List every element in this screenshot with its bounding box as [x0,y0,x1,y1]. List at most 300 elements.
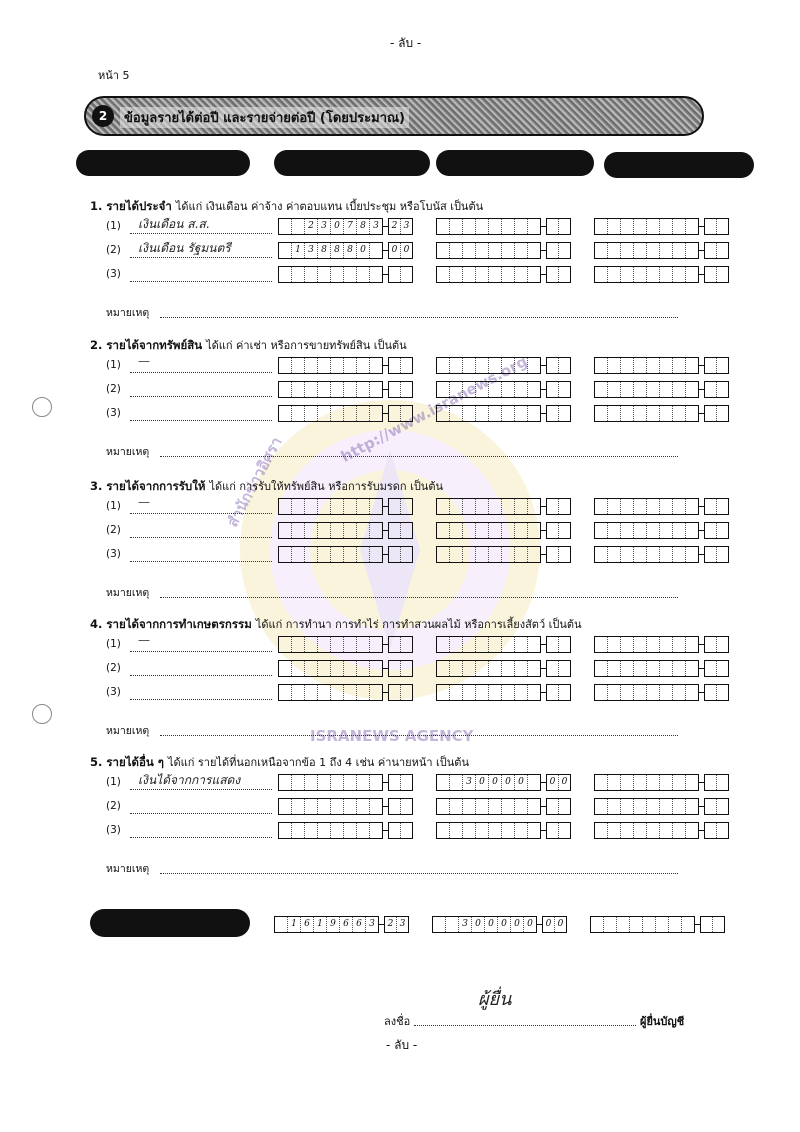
digit-box [292,799,305,814]
satang-digits [546,636,571,653]
column-header-pill [436,150,594,176]
digit-box [617,917,630,932]
row-dotted-line [130,419,272,421]
row-dotted-line [130,674,272,676]
digit-box: 0 [502,775,515,790]
digit-box [634,775,647,790]
digit-box [608,547,621,562]
total-label-pill [90,909,250,937]
digit-box [559,219,570,234]
digit-box [547,799,559,814]
digit-box [502,406,515,421]
digit-box [389,685,401,700]
digit-box [621,661,634,676]
digit-box [305,267,318,282]
digit-box [318,499,331,514]
income-amount-cell [278,218,413,235]
digit-box [634,799,647,814]
digit-box [344,547,357,562]
satang-digits [546,660,571,677]
digit-box: 0 [498,917,511,932]
digit-box [660,637,673,652]
remark-label: หมายเหตุ [106,587,150,599]
digit-box [660,499,673,514]
digit-box: 1 [292,243,305,258]
digit-box [673,637,686,652]
digit-box [305,685,318,700]
digit-box [489,358,502,373]
digit-box [717,382,728,397]
digit-box [401,799,412,814]
digit-box: 6 [353,917,366,932]
digit-box [279,523,292,538]
satang-digits [384,916,409,933]
income-amount-cell [278,684,413,701]
section-description: ได้แก่ การรับให้ทรัพย์สิน หรือการรับมรดก เป็นต้น [209,480,443,493]
digit-box: 1 [314,917,327,932]
section-heading: 5. รายได้อื่น ๆ [90,755,164,769]
digit-box [660,799,673,814]
digit-box [705,661,717,676]
digit-box [450,637,463,652]
satang-digits [704,684,729,701]
digit-box [292,775,305,790]
row-dotted-line [130,698,272,700]
digit-box [344,382,357,397]
total-amount-cell [432,916,567,933]
digit-box [673,685,686,700]
digit-box [686,547,698,562]
digit-box [344,823,357,838]
digit-box [515,406,528,421]
digit-box [279,775,292,790]
digit-box [621,358,634,373]
confidential-bottom: - ลับ - [386,1038,418,1052]
digit-box [595,267,608,282]
digit-box: 6 [301,917,314,932]
digit-box: 0 [557,919,564,929]
digit-box: 0 [476,775,489,790]
digit-box [279,219,292,234]
digit-box [305,775,318,790]
digit-box [401,661,412,676]
handwritten-entry: — [138,633,150,647]
digit-box [357,499,370,514]
digit-box [401,523,412,538]
row-number: (2) [106,524,121,536]
income-amount-cell [594,357,729,374]
digit-box [318,382,331,397]
digit-box: 3 [369,919,375,929]
digit-box [705,219,717,234]
digit-box [717,267,728,282]
digit-box [621,823,634,838]
section-title [90,336,407,355]
digit-box [389,267,401,282]
row-number: (3) [106,824,121,836]
digit-box [370,775,382,790]
digit-box [547,406,559,421]
digit-box [528,775,540,790]
digit-box [647,775,660,790]
digit-box [595,547,608,562]
amount-digits [278,266,383,283]
section-title [90,197,483,216]
digit-box [660,382,673,397]
amount-digits [436,660,541,677]
digit-box: 3 [459,917,472,932]
digit-box [318,823,331,838]
digit-box [476,219,489,234]
digit-box [502,637,515,652]
amount-digits [278,498,383,515]
digit-box [446,917,459,932]
digit-box [717,547,728,562]
digit-box [450,267,463,282]
digit-box [463,406,476,421]
amount-digits [278,546,383,563]
income-amount-cell [278,660,413,677]
amount-digits [594,684,699,701]
digit-box [489,547,502,562]
digit-box [450,219,463,234]
satang-digits [546,522,571,539]
satang-digits [388,498,413,515]
digit-box [331,823,344,838]
digit-box [647,547,660,562]
digit-box [528,499,540,514]
digit-box [437,219,450,234]
digit-box [318,267,331,282]
banner-number: 2 [92,105,114,127]
digit-box [647,685,660,700]
amount-digits [278,660,383,677]
digit-box [476,358,489,373]
digit-box [489,637,502,652]
digit-box [389,547,401,562]
digit-box [608,267,621,282]
digit-box [621,219,634,234]
digit-box [331,382,344,397]
digit-box [673,243,686,258]
digit-box [463,358,476,373]
digit-box [437,823,450,838]
digit-box [292,267,305,282]
digit-box [608,219,621,234]
digit-box [608,637,621,652]
amount-digits [594,546,699,563]
digit-box [705,406,717,421]
digit-box [528,799,540,814]
digit-box [528,406,540,421]
digit-box [331,523,344,538]
digit-box [705,823,717,838]
digit-box [450,661,463,676]
digit-box [682,917,694,932]
satang-digits [704,822,729,839]
digit-box [647,243,660,258]
income-amount-cell [278,822,413,839]
signature-scribble: ผู้ยื่น [478,989,512,1010]
amount-digits [594,218,699,235]
satang-digits [546,242,571,259]
income-amount-cell [436,357,571,374]
digit-box [305,637,318,652]
digit-box [595,775,608,790]
digit-box [344,406,357,421]
digit-box [437,685,450,700]
digit-box [279,243,292,258]
digit-box: 3 [305,243,318,258]
digit-box [608,358,621,373]
digit-box [634,499,647,514]
remark-label: หมายเหตุ [106,863,150,875]
digit-box [559,382,570,397]
digit-box [502,685,515,700]
digit-box [357,382,370,397]
digit-box [305,358,318,373]
digit-box [463,499,476,514]
digit-box [437,523,450,538]
amount-digits [594,381,699,398]
digit-box: 0 [511,917,524,932]
remark-line [160,596,678,598]
section-heading: 1. รายได้ประจำ [90,199,172,213]
digit-box [318,637,331,652]
digit-box: 0 [561,777,568,787]
digit-box [370,685,382,700]
amount-digits [278,636,383,653]
satang-digits [388,357,413,374]
digit-box [559,661,570,676]
income-amount-cell [594,522,729,539]
digit-box [705,267,717,282]
section-title [90,477,443,496]
digit-box [370,358,382,373]
amount-digits [436,684,541,701]
row-number: (3) [106,407,121,419]
digit-box [331,547,344,562]
amount-digits [278,218,383,235]
digit-box [608,823,621,838]
satang-digits [546,357,571,374]
satang-digits [542,916,567,933]
digit-box [450,547,463,562]
digit-box: 2 [305,219,318,234]
amount-digits [278,405,383,422]
digit-box [357,358,370,373]
section-banner [84,96,704,136]
digit-box [401,775,412,790]
amount-digits [594,636,699,653]
digit-box [357,547,370,562]
amount-digits [594,405,699,422]
income-amount-cell [594,822,729,839]
digit-box [279,637,292,652]
digit-box [489,823,502,838]
row-dotted-line [130,560,272,562]
digit-box [686,523,698,538]
digit-box [528,823,540,838]
digit-box [344,267,357,282]
digit-box [437,358,450,373]
digit-box [515,523,528,538]
digit-box [595,685,608,700]
digit-box [357,823,370,838]
digit-box [389,823,401,838]
digit-box [489,243,502,258]
digit-box [717,661,728,676]
digit-box: 1 [288,917,301,932]
digit-box [437,799,450,814]
section-heading: 2. รายได้จากทรัพย์สิน [90,338,203,352]
digit-box [705,547,717,562]
amount-digits [594,266,699,283]
digit-box [701,917,713,932]
digit-box [528,382,540,397]
income-amount-cell [278,405,413,422]
digit-box [705,685,717,700]
digit-box [647,637,660,652]
digit-box [292,499,305,514]
digit-box [450,382,463,397]
digit-box [528,267,540,282]
digit-box [647,382,660,397]
digit-box [647,219,660,234]
digit-box [547,219,559,234]
amount-digits [436,546,541,563]
amount-digits [278,774,383,791]
digit-box [389,775,401,790]
section-description: ได้แก่ เงินเดือน ค่าจ้าง ค่าตอบแทน เบี้ยประชุม หรือโบนัส เป็นต้น [175,200,484,213]
digit-box [673,406,686,421]
digit-box [463,661,476,676]
page-label: หน้า 5 [98,69,130,82]
digit-box [502,219,515,234]
punch-hole [32,397,52,417]
digit-box [686,358,698,373]
row-number: (1) [106,220,121,232]
digit-box [401,267,412,282]
digit-box [292,637,305,652]
digit-box [389,637,401,652]
digit-box [476,267,489,282]
digit-box [660,406,673,421]
column-header-pill [274,150,430,176]
watermark-thai: สำนักข่าวอิศรา [223,434,286,530]
digit-box [515,637,528,652]
digit-box [476,523,489,538]
digit-box: 6 [340,917,353,932]
income-amount-cell [278,381,413,398]
digit-box [686,243,698,258]
digit-box [450,358,463,373]
digit-box [621,775,634,790]
digit-box: 0 [331,219,344,234]
satang-digits [704,522,729,539]
digit-box [463,267,476,282]
digit-box [686,637,698,652]
satang-digits [704,546,729,563]
digit-box [476,406,489,421]
digit-box [547,358,559,373]
digit-box [686,382,698,397]
satang-digits [704,357,729,374]
income-amount-cell [436,798,571,815]
amount-digits [436,498,541,515]
digit-box [305,499,318,514]
digit-box [370,499,382,514]
row-dotted-line [130,812,272,814]
digit-box: 2 [389,219,401,234]
digit-box [344,775,357,790]
digit-box [463,823,476,838]
income-amount-cell [594,798,729,815]
digit-box [660,547,673,562]
income-amount-cell [436,218,571,235]
amount-digits [436,266,541,283]
digit-box [717,637,728,652]
row-number: (2) [106,662,121,674]
digit-box [528,243,540,258]
digit-box [401,406,412,421]
digit-box [305,406,318,421]
digit-box: 3 [318,219,331,234]
amount-digits [278,381,383,398]
digit-box: 0 [485,917,498,932]
digit-box [705,499,717,514]
satang-digits [388,381,413,398]
digit-box [547,382,559,397]
digit-box [331,685,344,700]
digit-box [292,685,305,700]
digit-box [673,219,686,234]
digit-box [634,382,647,397]
digit-box [528,358,540,373]
income-amount-cell [594,774,729,791]
digit-box [437,243,450,258]
section-title [90,753,469,772]
digit-box [608,799,621,814]
digit-box [489,267,502,282]
digit-box [502,661,515,676]
amount-digits [594,522,699,539]
digit-box [515,685,528,700]
column-header-pill [76,150,250,176]
digit-box [331,406,344,421]
row-number: (2) [106,800,121,812]
digit-box [717,406,728,421]
digit-box [595,243,608,258]
digit-box [318,661,331,676]
digit-box [660,685,673,700]
amount-digits [436,357,541,374]
digit-box [450,799,463,814]
digit-box [476,499,489,514]
satang-digits [546,684,571,701]
income-amount-cell [278,636,413,653]
digit-box [357,267,370,282]
digit-box [292,523,305,538]
satang-digits [704,798,729,815]
digit-box [660,267,673,282]
digit-box [634,523,647,538]
digit-box: 3 [403,221,410,231]
digit-box [559,637,570,652]
income-amount-cell [436,498,571,515]
digit-box [476,799,489,814]
digit-box [717,523,728,538]
